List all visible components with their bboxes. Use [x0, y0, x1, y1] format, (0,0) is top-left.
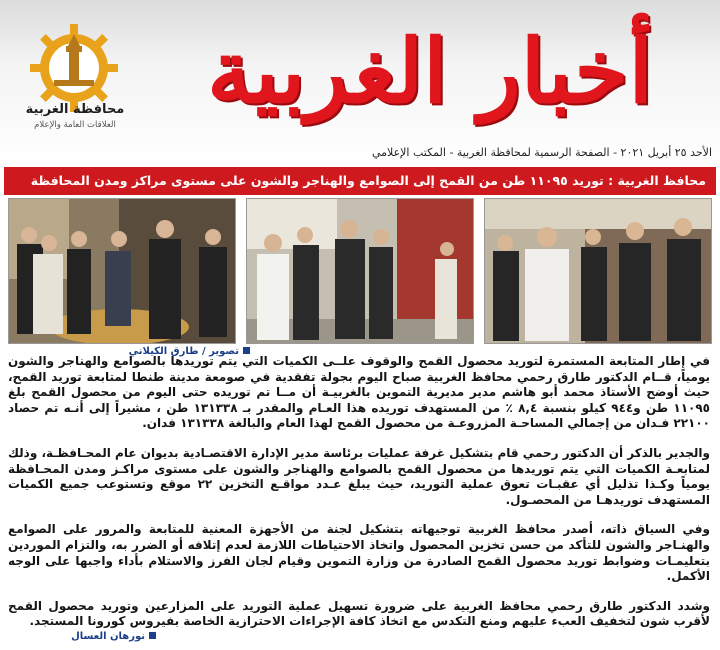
- author-name: نورهان العسال: [71, 631, 145, 642]
- article-paragraph-4: وشدد الدكتور طارق رحمي محافظ الغربية على ضرورة تسهيل عملية التوريد على المزارعين وتوريد محصول القمح لأقرب شون لتخفيف العبء عليهم ومنع التكدس مع اتخاذ كافة الإجراءات الاحترازية الخاصة بفيروس كورونا المستجد.: [8, 598, 710, 629]
- dateline: الأحد ٢٥ أبريل ٢٠٢١ - الصفحة الرسمية لمحافظة الغربية - المكتب الإعلامي: [371, 146, 712, 159]
- logo-name: محافظة الغربية: [25, 102, 125, 117]
- photo-credit-text: تصوير / طارق الكيلاني: [128, 346, 239, 357]
- masthead: [0, 0, 720, 165]
- square-bullet-icon: [149, 632, 156, 639]
- governorate-logo-icon: [28, 22, 120, 114]
- article-paragraph-2: والجدير بالذكر أن الدكتور رحمي قام بتشكيل غرفة عمليات برئاسة مدير الإدارة الاقتصـادية بديوان عام المحـافظـة، وذلك لمتابعـة الكميات التي يتم توريدها من محصول القمح بالصوامع والهناجر والشون على مستوى مراكـز ومدن المحـافظة يومياً وكـذا تذليل أي عقبـات تعوق عملية التوريد، حيث يبلغ عـدد مواقـع التخزين ٢٢ موقع وتستوعب جميع الكميات المستهدف توريدهـا من المحصـول.: [8, 445, 710, 507]
- logo-subtitle: العلاقات العامة والإعلام: [34, 120, 116, 130]
- photo-strip: [8, 198, 712, 344]
- brand-title: أخبار الغربية: [207, 19, 653, 123]
- article-paragraph-3: وفي السياق ذاته، أصدر محافظ الغربية توجيهاته بتشكيل لجنة من الأجهزة المعنية للمتابعة والمرور على الصوامع والهنـاجر والشون للتأكد من حسن تخزين المحصول واتخاذ الاحتياطات اللازمة لعدم إتلافه أو الضرر به، والتزام الموردين بتعليمـات وضوابط توريد محصول القمح الصادرة من وزارة التموين وقيام لجان الفرز والاستلام بأداء واجبها على الوجه الأكمل.: [8, 522, 710, 584]
- article-paragraph-1: في إطار المتابعة المستمرة لتوريد محصول القمح والوقوف علــى الكميات التي يتم توريدها بالصوامع والهناجر والشون يومياً، قــام الدكتور طارق رحمي محافظ الغربية صباح اليوم بجولة تفقدية في صومعة مدينة طنطا لمتابعة توريد القمح، حيث أوضح الأستاذ محمد أبو هاشم مدير مديرية التموين بالغربيـة أن مــا تم توريده حتى اليوم من محصول القمح بلغ ١١٠٩٥ طن و٩٤٤ كيلو بنسبة ٨,٤ ٪ من المستهدف توريده هذا العـام والمقدر بـ ١٣١٣٣٨ طن ، مشيراً إلى أنـه تم حصاد ٢٢١٠٠ فـدان من إجمالي المساحـة المزروعـة من محصول القمح لهذا العام والبالغة ١٣١٣٣٨ فدان.: [8, 354, 710, 431]
- photo-governor-sample: [484, 198, 712, 344]
- article-body: [8, 354, 710, 644]
- photo-officials-silo: [246, 198, 474, 344]
- author-credit: [6, 631, 156, 642]
- photo-inspection-grain: [8, 198, 236, 344]
- headline-bar: محافظ الغربية : توريد ١١٠٩٥ طن من القمح إلى الصوامع والهناجر والشون على مستوى مراكز ومدن المحافظة: [4, 167, 716, 195]
- square-bullet-icon: [243, 347, 250, 354]
